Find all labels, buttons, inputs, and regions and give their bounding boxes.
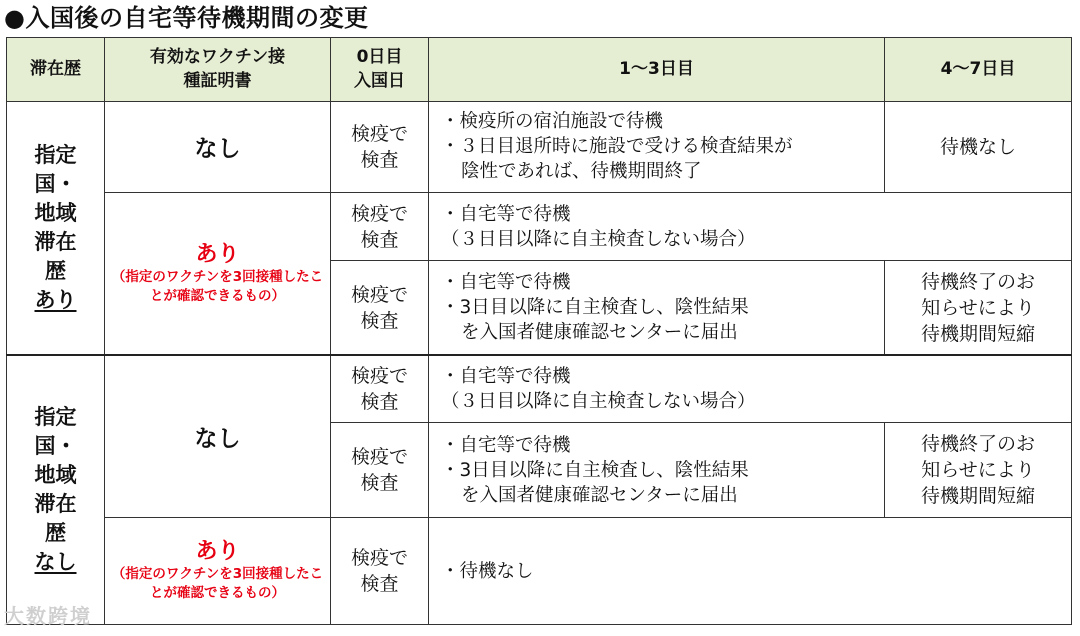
day0-line1: 検疫で	[350, 365, 408, 388]
day0-line2: 検査	[360, 472, 399, 495]
cert-none: なし	[105, 355, 331, 517]
desc-home-no-test	[429, 355, 1072, 423]
region-designated-no	[7, 355, 105, 624]
cert-none: なし	[105, 101, 331, 193]
day0-test	[331, 423, 429, 518]
header-day0-line1: 0日目	[356, 47, 403, 68]
day0-test	[331, 518, 429, 625]
region-line: 地域	[34, 463, 77, 488]
region-line: 地域	[34, 200, 77, 225]
desc-home-self-test	[429, 423, 885, 518]
header-stay-history: 滞在歴	[7, 38, 105, 102]
desc-home-self-test	[429, 260, 885, 355]
page-title: ●入国後の自宅等待機期間の変更	[4, 4, 369, 32]
day0-line1: 検疫で	[350, 446, 408, 469]
watermark: 大数跨境	[4, 604, 92, 628]
desc-line: 陰性であれば、待機期間終了	[461, 161, 702, 183]
day0-test	[331, 355, 429, 423]
shortened-line: 待機終了のお	[920, 433, 1035, 456]
desc-line: ・自宅等で待機	[441, 366, 571, 388]
desc-line: ・3日目以降に自主検査し、陰性結果	[441, 459, 749, 481]
desc-line: ・3日目以降に自主検査し、陰性結果	[441, 297, 749, 319]
desc-line: （３日目以降に自主検査しない場合）	[441, 391, 756, 413]
desc-no-wait: ・待機なし	[429, 518, 1072, 625]
desc-line: ・自宅等で待機	[441, 203, 571, 225]
desc-quarantine-facility	[429, 101, 885, 193]
day0-test	[331, 193, 429, 261]
shortened-line: 知らせにより	[921, 296, 1035, 319]
region-status: あり	[34, 287, 77, 312]
region-status: なし	[34, 550, 77, 575]
desc-line: を入国者健康確認センターに届出	[461, 484, 738, 506]
day0-line2: 検査	[360, 391, 399, 414]
quarantine-table	[6, 37, 1072, 625]
shortened-line: 知らせにより	[921, 459, 1035, 482]
cert-yes-note: （指定のワクチンを3回接種したことが確認できるもの）	[111, 566, 324, 602]
region-line	[7, 286, 104, 315]
desc-line: （３日目以降に自主検査しない場合）	[441, 228, 756, 250]
cert-yes-label: あり	[195, 241, 240, 267]
table-row	[7, 355, 1072, 423]
day0-line2: 検査	[360, 228, 399, 251]
day0-line1: 検疫で	[350, 202, 408, 225]
cert-yes-label: あり	[195, 539, 240, 565]
region-line: 指定	[34, 142, 77, 167]
region-line	[7, 548, 104, 577]
desc-line: ・自宅等で待機	[441, 434, 571, 456]
shortened-line: 待機期間短縮	[920, 485, 1035, 508]
header-day4-7: 4～7日目	[885, 38, 1072, 102]
desc-line: ・３日目退所時に施設で受ける検査結果が	[441, 136, 793, 158]
day0-line1: 検疫で	[350, 283, 408, 306]
desc-line: ・検疫所の宿泊施設で待機	[441, 111, 664, 133]
day4-7-shortened	[885, 260, 1072, 355]
day0-line1: 検疫で	[350, 122, 408, 145]
region-line: 歴	[45, 258, 66, 283]
cert-yes	[105, 193, 331, 355]
header-day1-3: 1～3日目	[429, 38, 885, 102]
day4-7-no-wait: 待機なし	[885, 101, 1072, 193]
header-row	[7, 38, 1072, 102]
shortened-line: 待機期間短縮	[920, 322, 1035, 345]
day0-line2: 検査	[360, 309, 399, 332]
region-line: 国・	[34, 434, 77, 459]
cert-yes-note: （指定のワクチンを3回接種したことが確認できるもの）	[111, 268, 324, 304]
day0-line2: 検査	[360, 573, 399, 596]
desc-line: ・自宅等で待機	[441, 272, 571, 294]
day0-line1: 検疫で	[350, 547, 408, 570]
day0-test	[331, 101, 429, 193]
region-line: 国・	[34, 171, 77, 196]
header-day0	[331, 38, 429, 102]
header-day0-line2: 入国日	[354, 71, 405, 92]
region-designated-yes	[7, 101, 105, 355]
region-line: 歴	[45, 521, 66, 546]
cert-yes	[105, 518, 331, 625]
desc-home-no-test	[429, 193, 1072, 261]
header-vaccine-cert	[105, 38, 331, 102]
region-line: 指定	[34, 405, 77, 430]
table-row	[7, 193, 1072, 261]
shortened-line: 待機終了のお	[920, 270, 1035, 293]
region-line: 滞在	[34, 229, 77, 254]
day0-line2: 検査	[360, 148, 399, 171]
day0-test	[331, 260, 429, 355]
day4-7-shortened	[885, 423, 1072, 518]
header-vaccine-cert-line1: 有効なワクチン接	[149, 47, 286, 68]
region-line: 滞在	[34, 492, 77, 517]
table-row	[7, 518, 1072, 625]
header-vaccine-cert-line2: 種証明書	[183, 71, 252, 92]
table-row	[7, 101, 1072, 193]
desc-line: を入国者健康確認センターに届出	[461, 322, 738, 344]
